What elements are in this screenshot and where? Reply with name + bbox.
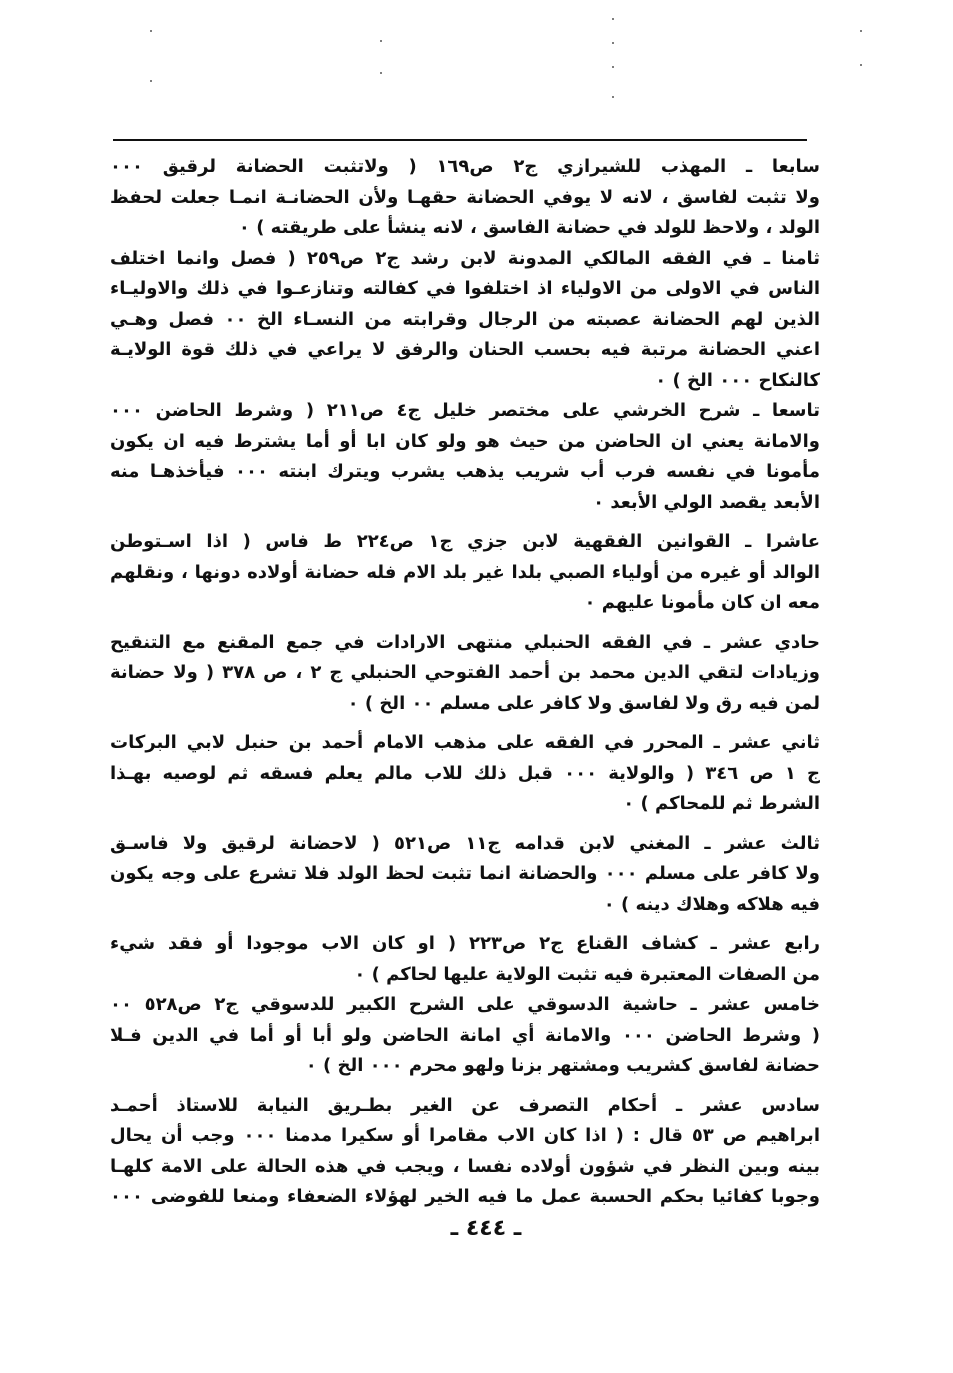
paragraph-thirteenth (110, 829, 820, 921)
text-line: فيه هلاكه وهلاك دينه ) ٠ (603, 893, 820, 915)
scan-speck (860, 30, 862, 32)
paragraph-ninth (110, 396, 820, 518)
text-line: حادي عشر ـ في الفقه الحنبلي منتهى الارادات في جمع المقنع مع التنقيح (110, 631, 820, 653)
scan-speck (380, 72, 382, 74)
paragraph-gap (110, 920, 820, 929)
text-line: عاشرا ـ القوانين الفقهية لابن جزي ج١ ص٢٢٤ ط فاس ( اذا اسـتوطن (110, 531, 820, 552)
paragraph-eleventh (110, 628, 820, 720)
text-line: سابعا ـ المهذب للشيرازي ج٢ ص١٦٩ ( ولاتثبت الحضانة لرقيق ٠٠٠ (110, 156, 820, 177)
scan-speck (612, 66, 614, 68)
text-line: الأبعد يقصد الولي الأبعد ٠ (593, 491, 820, 513)
text-line: ولا كافر على مسلم ٠٠٠ والحضانة انما تثبت لحظ الولد فلا تشرع على وجه يكون (110, 863, 820, 884)
scan-speck (612, 18, 614, 20)
paragraph-fourteenth (110, 929, 820, 990)
paragraph-eighth (110, 244, 820, 397)
text-line: ابراهيم ص ٥٣ قال : ( اذا كان الاب مقامرا أو سكيرا مدمنا ٠٠٠ وجب أن يحال (110, 1125, 820, 1146)
text-line: خامس عشر ـ حاشية الدسوقي على الشرح الكبير للدسوقي ج٢ ص٥٢٨ ٠٠ (110, 994, 820, 1015)
text-line: الشرط ثم للمحاكم ) ٠ (623, 793, 820, 814)
text-line: الولد ، ولاحظ للولد في حضانة الفاسق ، لانه ينشأ على طريقته ) ٠ (238, 217, 820, 238)
paragraph-gap (110, 518, 820, 527)
paragraph-gap (110, 719, 820, 728)
text-line: سادس عشر ـ أحكام التصرف عن الغير بطـريق النيابة للاستاذ أحمـد (110, 1094, 820, 1116)
text-line: ( وشرط الحاضن ٠٠٠ والامانة أي امانة الحاضن ولو أبا أو أما في الدين فـلا (110, 1024, 820, 1046)
text-line: والامانة يعني ان الحاضن من حيث هو ولو كان ابا أو أما يشترط فيه ان يكون (110, 430, 820, 452)
text-line: وجوبا كفائيا بحكم الحسبة عمل ما فيه الخير لهؤلاء الضعفاء ومنعا للفوضى ٠٠٠ (110, 1186, 820, 1207)
text-line: لمن فيه رق ولا لفاسق ولا كافر على مسلم ٠٠ الخ ) ٠ (347, 692, 820, 714)
scan-speck (380, 40, 382, 42)
footnote-text (110, 152, 820, 1213)
paragraph-fifteenth (110, 990, 820, 1082)
paragraph-twelfth (110, 728, 820, 820)
paragraph-tenth (110, 527, 820, 619)
text-line: الناس في الاولى من الاولياء اذ اختلفوا في كفالته وتنازعـوا في ذلك والاوليـاء (110, 278, 820, 299)
scan-speck (150, 80, 152, 82)
text-line: ثالث عشر ـ المغني لابن قدامه ج١١ ص٥٢١ ( لاحضانة لرقيق ولا فاسـق (110, 832, 820, 854)
text-line: كالنكاح ٠٠٠ الخ ) ٠ (655, 369, 820, 391)
paragraph-seventh (110, 152, 820, 244)
text-line: معه ان كان مأمونا عليهم ٠ (584, 592, 820, 613)
text-line: ثاني عشر ـ المحرر في الفقه على مذهب الامام أحمد بن حنبل لابي البركات (110, 732, 820, 753)
text-line: اعني الحضانة مرتبة فيه بحسب الحنان والرفق لا يراعي في ذلك قوة الولايـة (110, 339, 820, 360)
text-line: تاسعا ـ شرح الخرشي على مختصر خليل ج٤ ص٢١١ ( وشرط الحاضن ٠٠٠ (110, 400, 820, 421)
text-line: الوالد أو غيره من أولياء الصبي بلدا غير بلد الام فله حضانة أولاده دونها ، ونقلهم (110, 561, 820, 583)
footnote-rule (113, 139, 807, 141)
text-line: وزيادات لتقي الدين محمد بن أحمد الفتوحي الحنبلي ج ٢ ، ص ٣٧٨ ( ولا حضانة (110, 662, 820, 683)
text-line: رابع عشر ـ كشاف القناع ج٢ ص٢٢٣ ( او كان الاب موجودا أو فقد شيء (110, 933, 820, 954)
paragraph-gap (110, 1082, 820, 1091)
page-number: ـ ٤٤٤ ـ (450, 1216, 522, 1241)
text-line: ثامنا ـ في الفقه المالكي المدونة لابن رشد ج٢ ص٢٥٩ ( فصل وانما اختلف (110, 247, 820, 269)
scan-speck (612, 42, 614, 44)
paragraph-gap (110, 820, 820, 829)
text-line: ولا تثبت لفاسق ، لانه لا يوفي الحضانة حقهـا ولأن الحضانـة انمـا جعلت لحفظ (110, 186, 820, 208)
paragraph-sixteenth (110, 1091, 820, 1213)
scan-speck (612, 96, 614, 98)
text-line: من الصفات المعتبرة فيه تثبت الولاية عليها لحاكم ) ٠ (354, 963, 820, 985)
text-line: بينه وبين النظر في شؤون أولاده نفسا ، ويجب في هذه الحالة على الامة كلهـا (110, 1155, 820, 1177)
text-line: مأمونا في نفسه فرب أب شريب يذهب يشرب ويترك ابنته ٠٠٠ فيأخذهـا منه (110, 461, 820, 482)
scan-speck (860, 64, 862, 66)
paragraph-gap (110, 619, 820, 628)
text-line: الذين لهم الحضانة عصبته من الرجال وقرابته من النسـاء الخ ٠٠ فصل وهـي (110, 308, 820, 330)
text-line: حضانة لفاسق كشريب ومشتهر بزنا ولهو محرم ٠٠٠ الخ ) ٠ (305, 1055, 820, 1076)
text-line: ج ١ ص ٣٤٦ ( والولاية ٠٠٠ قبل ذلك للاب مالم يعلم فسقه ثم لوصيه بهـذا (110, 762, 820, 784)
scan-speck (150, 30, 152, 32)
